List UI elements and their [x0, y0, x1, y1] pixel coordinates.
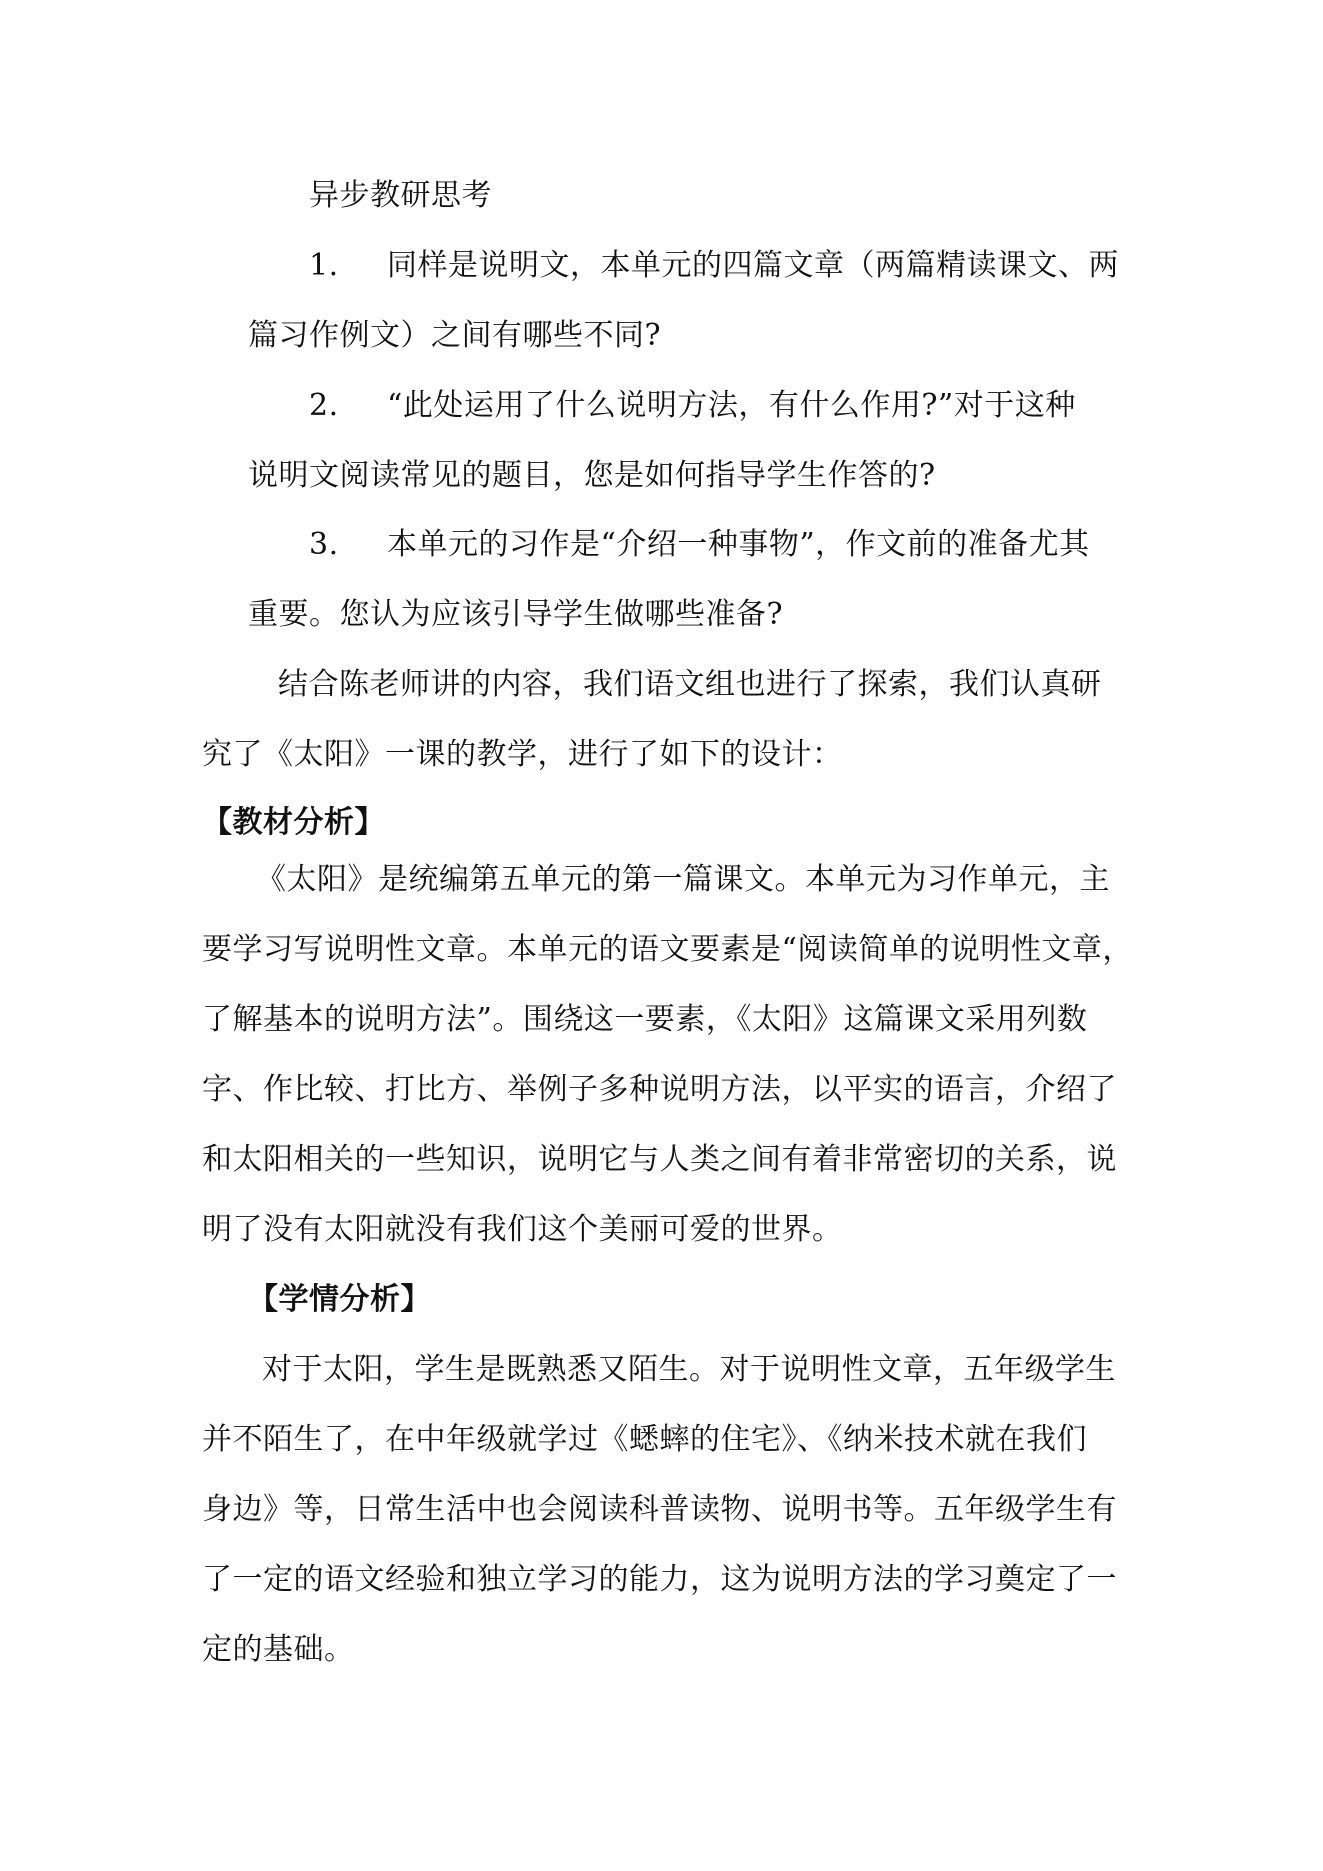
textbook-analysis-line: 和太阳相关的一些知识，说明它与人类之间有着非常密切的关系，说 — [202, 1142, 1117, 1177]
student-analysis-line: 并不陌生了，在中年级就学过《蟋蟀的住宅》、《纳米技术就在我们 — [202, 1422, 1087, 1457]
textbook-analysis-line: 《太阳》是统编第五单元的第一篇课文。本单元为习作单元，主 — [256, 862, 1110, 897]
intro-line-1: 结合陈老师讲的内容，我们语文组也进行了探索，我们认真研 — [278, 667, 1102, 702]
question-3-line-1 — [309, 525, 1090, 565]
question-3-text-1: 本单元的习作是“介绍一种事物”，作文前的准备尤其 — [387, 527, 1090, 562]
question-1-line-2: 篇习作例文）之间有哪些不同? — [248, 318, 662, 353]
student-analysis-heading: 【学情分析】 — [248, 1282, 431, 1317]
question-1-line-1 — [309, 246, 1119, 286]
student-analysis-line: 了一定的语文经验和独立学习的能力，这为说明方法的学习奠定了一 — [202, 1562, 1117, 1597]
student-analysis-line: 身边》等，日常生活中也会阅读科普读物、说明书等。五年级学生有 — [202, 1492, 1117, 1527]
question-3-number: 3. — [309, 527, 339, 562]
reflection-title: 异步教研思考 — [309, 178, 492, 213]
textbook-analysis-line: 了解基本的说明方法”。围绕这一要素，《太阳》这篇课文采用列数 — [202, 1002, 1088, 1037]
question-2-line-1 — [309, 386, 1076, 426]
textbook-analysis-heading: 【教材分析】 — [202, 805, 385, 840]
question-2-number: 2. — [309, 388, 339, 423]
textbook-analysis-line: 明了没有太阳就没有我们这个美丽可爱的世界。 — [202, 1212, 843, 1247]
question-1-text-1: 同样是说明文，本单元的四篇文章（两篇精读课文、两 — [387, 248, 1119, 283]
question-2-line-2: 说明文阅读常见的题目，您是如何指导学生作答的? — [248, 458, 936, 493]
textbook-analysis-line: 要学习写说明性文章。本单元的语文要素是“阅读简单的说明性文章， — [202, 932, 1133, 967]
question-1-number: 1. — [309, 248, 339, 283]
textbook-analysis-line: 字、作比较、打比方、举例子多种说明方法，以平实的语言，介绍了 — [202, 1072, 1117, 1107]
student-analysis-line: 对于太阳，学生是既熟悉又陌生。对于说明性文章，五年级学生 — [262, 1352, 1116, 1387]
intro-line-2: 究了《太阳》一课的教学，进行了如下的设计： — [202, 737, 843, 772]
student-analysis-line: 定的基础。 — [202, 1632, 355, 1667]
question-3-line-2: 重要。您认为应该引导学生做哪些准备? — [248, 597, 784, 632]
question-2-text-1: “此处运用了什么说明方法，有什么作用?”对于这种 — [387, 388, 1076, 423]
